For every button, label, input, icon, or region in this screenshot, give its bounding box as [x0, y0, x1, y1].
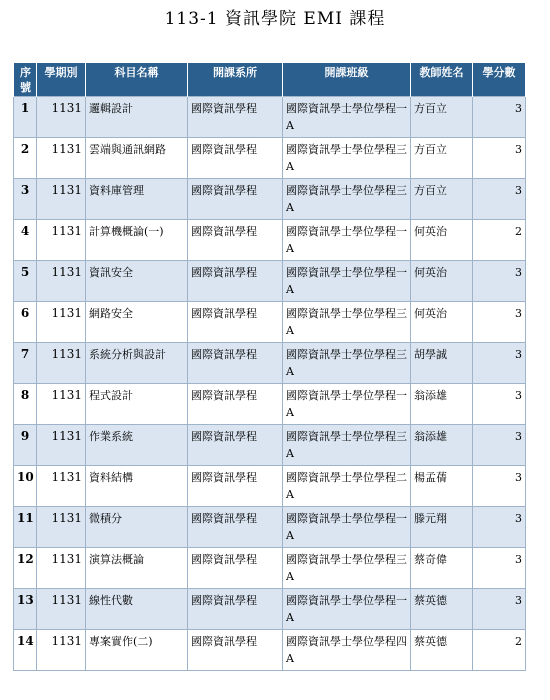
credits-cell: 3	[473, 383, 526, 424]
department-cell: 國際資訊學程	[188, 342, 283, 383]
credits-cell: 3	[473, 588, 526, 629]
table-row	[14, 424, 526, 465]
teacher-cell: 蔡奇偉	[411, 547, 473, 588]
course-name-cell: 邏輯設計	[86, 96, 188, 137]
course-name-cell: 雲端與通訊網路	[86, 137, 188, 178]
term-cell: 1131	[37, 342, 86, 383]
credits-cell: 3	[473, 547, 526, 588]
term-cell: 1131	[37, 547, 86, 588]
class-cell: 國際資訊學士學位學程三A	[283, 301, 411, 342]
course-name-cell: 微積分	[86, 506, 188, 547]
class-cell: 國際資訊學士學位學程四A	[283, 629, 411, 670]
credits-cell: 3	[473, 424, 526, 465]
term-cell: 1131	[37, 301, 86, 342]
page-title: 113-1 資訊學院 EMI 課程	[164, 9, 386, 29]
class-cell: 國際資訊學士學位學程一A	[283, 260, 411, 301]
row-number: 2	[14, 137, 37, 178]
column-header-dept: 開課系所	[188, 63, 283, 96]
class-cell: 國際資訊學士學位學程一A	[283, 383, 411, 424]
column-header-credits: 學分數	[473, 63, 526, 96]
course-name-cell: 演算法概論	[86, 547, 188, 588]
teacher-cell: 何英治	[411, 219, 473, 260]
row-number: 13	[14, 588, 37, 629]
credits-cell: 3	[473, 260, 526, 301]
term-cell: 1131	[37, 96, 86, 137]
course-name-cell: 專案實作(二)	[86, 629, 188, 670]
class-cell: 國際資訊學士學位學程三A	[283, 137, 411, 178]
teacher-cell: 蔡英德	[411, 629, 473, 670]
course-name-cell: 線性代數	[86, 588, 188, 629]
course-name-cell: 作業系統	[86, 424, 188, 465]
term-cell: 1131	[37, 260, 86, 301]
class-cell: 國際資訊學士學位學程三A	[283, 342, 411, 383]
table-row	[14, 178, 526, 219]
class-cell: 國際資訊學士學位學程一A	[283, 588, 411, 629]
row-number: 14	[14, 629, 37, 670]
department-cell: 國際資訊學程	[188, 260, 283, 301]
column-header-term: 學期別	[37, 63, 86, 96]
course-name-cell: 資料庫管理	[86, 178, 188, 219]
department-cell: 國際資訊學程	[188, 588, 283, 629]
teacher-cell: 楊孟蒨	[411, 465, 473, 506]
class-cell: 國際資訊學士學位學程三A	[283, 178, 411, 219]
row-number: 5	[14, 260, 37, 301]
table-row	[14, 137, 526, 178]
course-name-cell: 系統分析與設計	[86, 342, 188, 383]
term-cell: 1131	[37, 219, 86, 260]
term-cell: 1131	[37, 178, 86, 219]
course-table	[13, 63, 526, 671]
column-header-no: 序號	[14, 63, 37, 96]
term-cell: 1131	[37, 506, 86, 547]
column-header-class: 開課班級	[283, 63, 411, 96]
course-name-cell: 程式設計	[86, 383, 188, 424]
teacher-cell: 蔡英德	[411, 588, 473, 629]
table-row	[14, 219, 526, 260]
teacher-cell: 滕元翔	[411, 506, 473, 547]
class-cell: 國際資訊學士學位學程一A	[283, 219, 411, 260]
table-row	[14, 506, 526, 547]
table-row	[14, 260, 526, 301]
table-row	[14, 588, 526, 629]
department-cell: 國際資訊學程	[188, 424, 283, 465]
teacher-cell: 翁添雄	[411, 383, 473, 424]
table-header-row	[14, 63, 526, 96]
department-cell: 國際資訊學程	[188, 301, 283, 342]
table-row	[14, 629, 526, 670]
department-cell: 國際資訊學程	[188, 547, 283, 588]
table-body	[14, 96, 526, 670]
credits-cell: 3	[473, 301, 526, 342]
row-number: 7	[14, 342, 37, 383]
credits-cell: 2	[473, 629, 526, 670]
course-name-cell: 資訊安全	[86, 260, 188, 301]
department-cell: 國際資訊學程	[188, 137, 283, 178]
row-number: 4	[14, 219, 37, 260]
teacher-cell: 方百立	[411, 137, 473, 178]
column-header-course: 科目名稱	[86, 63, 188, 96]
credits-cell: 3	[473, 342, 526, 383]
class-cell: 國際資訊學士學位學程三A	[283, 547, 411, 588]
department-cell: 國際資訊學程	[188, 96, 283, 137]
term-cell: 1131	[37, 383, 86, 424]
department-cell: 國際資訊學程	[188, 465, 283, 506]
term-cell: 1131	[37, 588, 86, 629]
department-cell: 國際資訊學程	[188, 383, 283, 424]
department-cell: 國際資訊學程	[188, 506, 283, 547]
row-number: 11	[14, 506, 37, 547]
row-number: 8	[14, 383, 37, 424]
row-number: 6	[14, 301, 37, 342]
table-row	[14, 301, 526, 342]
credits-cell: 2	[473, 219, 526, 260]
teacher-cell: 胡學誠	[411, 342, 473, 383]
course-name-cell: 資料結構	[86, 465, 188, 506]
table-row	[14, 383, 526, 424]
department-cell: 國際資訊學程	[188, 219, 283, 260]
class-cell: 國際資訊學士學位學程一A	[283, 96, 411, 137]
credits-cell: 3	[473, 506, 526, 547]
teacher-cell: 方百立	[411, 96, 473, 137]
term-cell: 1131	[37, 629, 86, 670]
class-cell: 國際資訊學士學位學程一A	[283, 506, 411, 547]
row-number: 3	[14, 178, 37, 219]
teacher-cell: 何英治	[411, 260, 473, 301]
credits-cell: 3	[473, 465, 526, 506]
teacher-cell: 方百立	[411, 178, 473, 219]
department-cell: 國際資訊學程	[188, 178, 283, 219]
term-cell: 1131	[37, 465, 86, 506]
row-number: 12	[14, 547, 37, 588]
term-cell: 1131	[37, 137, 86, 178]
teacher-cell: 何英治	[411, 301, 473, 342]
credits-cell: 3	[473, 178, 526, 219]
term-cell: 1131	[37, 424, 86, 465]
table-row	[14, 465, 526, 506]
class-cell: 國際資訊學士學位學程二A	[283, 465, 411, 506]
table-row	[14, 342, 526, 383]
credits-cell: 3	[473, 96, 526, 137]
course-name-cell: 網路安全	[86, 301, 188, 342]
table-row	[14, 96, 526, 137]
row-number: 10	[14, 465, 37, 506]
credits-cell: 3	[473, 137, 526, 178]
row-number: 9	[14, 424, 37, 465]
course-name-cell: 計算機概論(一)	[86, 219, 188, 260]
column-header-teacher: 教師姓名	[411, 63, 473, 96]
department-cell: 國際資訊學程	[188, 629, 283, 670]
class-cell: 國際資訊學士學位學程三A	[283, 424, 411, 465]
table-row	[14, 547, 526, 588]
teacher-cell: 翁添雄	[411, 424, 473, 465]
row-number: 1	[14, 96, 37, 137]
